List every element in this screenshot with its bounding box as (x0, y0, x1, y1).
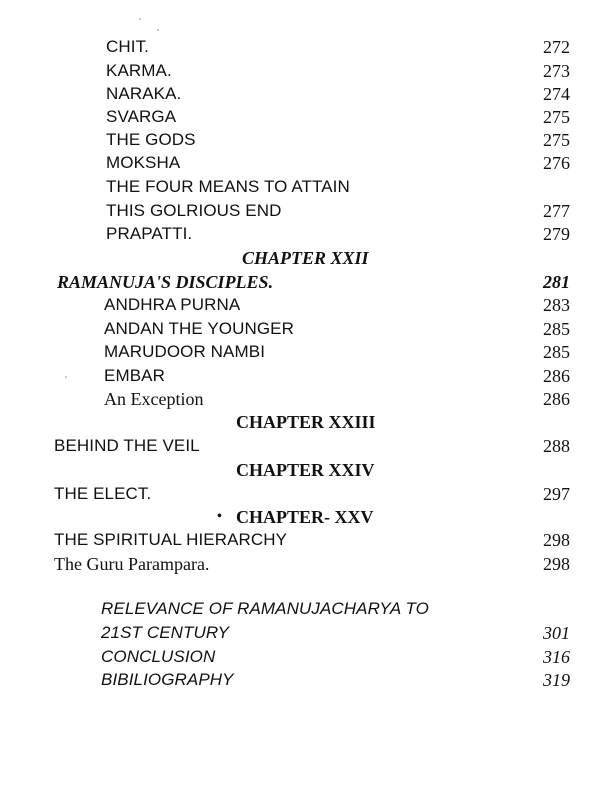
chapter-page: 281 (543, 272, 570, 292)
chapter-page: 288 (543, 436, 570, 456)
chapter-heading-text: CHAPTER XXIV (236, 460, 375, 480)
toc-entry-title: NARAKA. (106, 84, 182, 103)
toc-entry-title: MOKSHA (106, 153, 181, 172)
toc-entry-page: 272 (543, 37, 570, 57)
toc-entry-title: PRAPATTI. (106, 224, 193, 243)
toc-entry-page: 285 (543, 319, 570, 339)
toc-entry (0, 364, 600, 388)
toc-entry-title: MARUDOOR NAMBI (104, 342, 266, 361)
chapter-heading-text: CHAPTER- XXV (236, 507, 374, 527)
toc-entry-page: 275 (543, 107, 570, 127)
toc-entry (0, 222, 600, 246)
chapter-heading (0, 505, 600, 529)
chapter-title-row (0, 434, 600, 458)
toc-entry (0, 35, 600, 59)
chapter-title: RAMANUJA'S DISCIPLES. (57, 272, 274, 292)
chapter-title-row (0, 482, 600, 506)
toc-entry (0, 199, 600, 223)
chapter-heading (0, 410, 600, 434)
scan-speck (139, 18, 141, 20)
toc-entry-page: 286 (543, 366, 570, 386)
chapter-page: 298 (543, 530, 570, 550)
toc-entry-title: THIS GOLRIOUS END (106, 201, 282, 220)
toc-entry-page: 277 (543, 201, 570, 221)
toc-entry-page: 274 (543, 84, 570, 104)
toc-entry (0, 621, 600, 645)
chapter-heading-text: CHAPTER XXII (242, 248, 369, 268)
toc-entry-title: THE GODS (106, 130, 196, 149)
toc-entry (0, 105, 600, 129)
toc-entry-title: An Exception (104, 389, 204, 409)
toc-entry (0, 175, 600, 199)
toc-entry-title: CHIT. (106, 37, 149, 56)
chapter-title-row (0, 528, 600, 552)
toc-entry (0, 387, 600, 411)
toc-entry (0, 128, 600, 152)
toc-entry-page: 285 (543, 342, 570, 362)
chapter-heading (0, 458, 600, 482)
toc-entry-page: 273 (543, 61, 570, 81)
chapter-heading-text: CHAPTER XXIII (236, 412, 376, 432)
toc-entry-title: CONCLUSION (101, 647, 216, 666)
toc-entry-page: 301 (543, 623, 570, 643)
toc-entry-page: 283 (543, 295, 570, 315)
toc-entry-title: EMBAR (104, 366, 165, 385)
toc-entry-title: SVARGA (106, 107, 177, 126)
chapter-title-row (0, 270, 600, 294)
toc-entry-title: 21ST CENTURY (101, 623, 230, 642)
scan-speck (157, 29, 159, 31)
toc-entry-page: 316 (543, 647, 570, 667)
toc-entry (0, 317, 600, 341)
toc-entry-page: 276 (543, 153, 570, 173)
chapter-title: THE SPIRITUAL HIERARCHY (54, 530, 288, 549)
toc-entry-title: RELEVANCE OF RAMANUJACHARYA TO (101, 599, 429, 618)
toc-entry-page: 275 (543, 130, 570, 150)
toc-entry-title: KARMA. (106, 61, 172, 80)
toc-entry-title: ANDAN THE YOUNGER (104, 319, 294, 338)
chapter-title: BEHIND THE VEIL (54, 436, 200, 455)
toc-entry (0, 552, 600, 576)
toc-entry (0, 668, 600, 692)
toc-entry (0, 59, 600, 83)
toc-entry-title: The Guru Parampara. (54, 554, 210, 574)
chapter-page: 297 (543, 484, 570, 504)
toc-entry (0, 597, 600, 621)
toc-entry-page: 298 (543, 554, 570, 574)
chapter-heading (0, 246, 600, 270)
toc-entry-title: THE FOUR MEANS TO ATTAIN (106, 177, 350, 196)
toc-entry-page: 279 (543, 224, 570, 244)
toc-entry (0, 82, 600, 106)
toc-entry-page: 286 (543, 389, 570, 409)
bullet-mark-icon: • (217, 509, 222, 524)
toc-entry-title: BIBILIOGRAPHY (101, 670, 234, 689)
toc-entry-title: ANDHRA PURNA (104, 295, 241, 314)
toc-entry (0, 151, 600, 175)
toc-entry (0, 340, 600, 364)
toc-entry (0, 645, 600, 669)
chapter-title: THE ELECT. (54, 484, 152, 503)
toc-entry-page: 319 (543, 670, 570, 690)
toc-entry (0, 293, 600, 317)
